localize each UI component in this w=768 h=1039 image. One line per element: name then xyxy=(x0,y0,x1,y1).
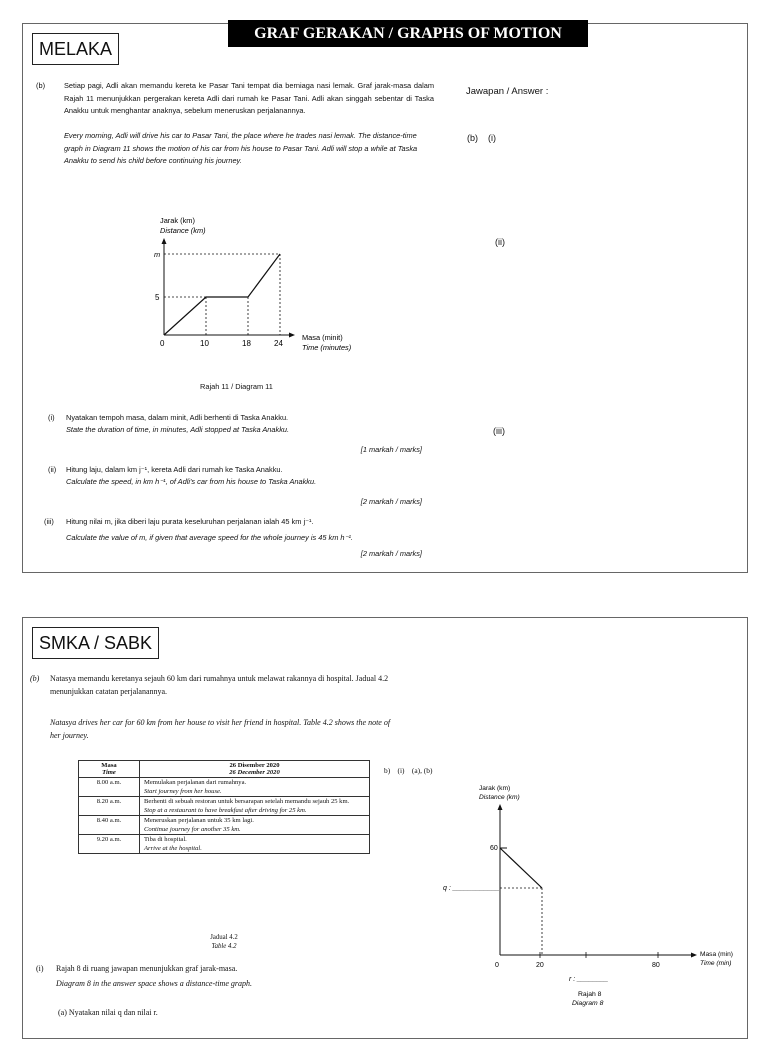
smka-question-i-number: (i) xyxy=(36,964,44,973)
question-i-english: State the duration of time, in minutes, Adli stopped at Taska Anakku. xyxy=(66,425,290,434)
row-note-english: Start journey from her house. xyxy=(144,788,222,795)
smka-part-label: (b) xyxy=(30,674,40,683)
melaka-tag: MELAKA xyxy=(32,33,119,65)
smka-answer-heading: b) (i) (a), (b) xyxy=(384,766,433,775)
smka-tag: SMKA / SABK xyxy=(32,627,159,659)
table-caption-english: Table 4.2 xyxy=(211,943,237,950)
smka-question-i-malay: Rajah 8 di ruang jawapan menunjukkan graf jarak-masa. xyxy=(56,964,238,973)
journey-table-4-2 xyxy=(78,760,370,854)
d8-ylabel-malay: Jarak (km) xyxy=(479,785,511,792)
x-tick-24: 24 xyxy=(274,339,283,348)
row-note xyxy=(140,816,370,835)
row-time: 9.20 a.m. xyxy=(79,835,140,854)
question-ii-english: Calculate the speed, in km h⁻¹, of Adli's car from his house to Taska Anakku. xyxy=(66,477,317,486)
table-header-time xyxy=(79,761,140,778)
row-note-malay: Tiba di hospital. xyxy=(144,836,187,843)
d8-xlabel-english: Time (min) xyxy=(700,960,732,967)
row-note xyxy=(140,835,370,854)
melaka-intro-english: Every morning, Adli will drive his car to Pasar Tani, the place where he trades nasi lemak. The distance-time graph in Diagram 11 shows the motion of his car from his house to Pasar Tani. Adli will stop a while at Taska Anakku to send his child before continuing his journey. xyxy=(64,131,418,165)
header-date-english: 26 December 2020 xyxy=(229,769,280,776)
header-time-english: Time xyxy=(102,769,116,776)
smka-question-a: (a) Nyatakan nilai q dan nilai r. xyxy=(58,1008,158,1017)
smka-intro-malay: Natasya memandu keretanya sejauh 60 km dari rumahnya untuk melawat rakannya di hospital. Jadual 4.2 menunjukkan catatan perjalanannya. xyxy=(50,674,389,696)
y-tick-5: 5 xyxy=(155,293,160,302)
row-time: 8.20 a.m. xyxy=(79,797,140,816)
table-row xyxy=(79,778,370,797)
table-row xyxy=(79,816,370,835)
distance-time-graph-diagram-8 xyxy=(436,780,746,1012)
table-row xyxy=(79,797,370,816)
d8-xlabel-malay: Masa (min) xyxy=(700,951,733,958)
melaka-intro-malay: Setiap pagi, Adli akan memandu kereta ke Pasar Tani tempat dia berniaga nasi lemak. Graf jarak-masa dalam Rajah 11 menunjukkan pergerakan kereta Adli dari rumah ke Pasar Tani. Adli akan singgah sebentar di Taska Anakku untuk menghantar anaknya, sebelum meneruskan perjalanannya. xyxy=(64,81,434,115)
row-time: 8.40 a.m. xyxy=(79,816,140,835)
table-row xyxy=(79,835,370,854)
question-iii-number: (iii) xyxy=(44,517,54,526)
x-tick-18: 18 xyxy=(242,339,251,348)
row-note xyxy=(140,778,370,797)
answer-iii-label: (iii) xyxy=(493,426,505,436)
d8-x-axis-arrowhead-icon xyxy=(691,953,697,958)
d8-x-tick-0: 0 xyxy=(495,962,499,969)
table-caption-malay: Jadual 4.2 xyxy=(210,934,238,941)
d8-caption-malay: Rajah 8 xyxy=(578,991,602,998)
question-iii-marks: [2 markah / marks] xyxy=(360,549,422,558)
header-date-malay: 26 Disember 2020 xyxy=(229,762,280,769)
d8-y-axis-arrowhead-icon xyxy=(498,804,503,810)
question-i-malay: Nyatakan tempoh masa, dalam minit, Adli berhenti di Taska Anakku. xyxy=(66,413,289,422)
distance-time-graph-diagram-11 xyxy=(140,210,390,360)
smka-question-i-english: Diagram 8 in the answer space shows a distance-time graph. xyxy=(56,979,252,988)
answer-heading: Jawapan / Answer : xyxy=(466,86,549,97)
smka-intro-english: Natasya drives her car for 60 km from her house to visit her friend in hospital. Table 4.2 shows the note of her journey. xyxy=(50,718,391,740)
table-header-date xyxy=(140,761,370,778)
row-note-malay: Meneruskan perjalanan untuk 35 km lagi. xyxy=(144,817,254,824)
question-iii-malay: Hitung nilai m, jika diberi laju purata keseluruhan perjalanan ialah 45 km j⁻¹. xyxy=(66,517,314,526)
d8-motion-line xyxy=(500,848,542,888)
table-header-row xyxy=(79,761,370,778)
question-ii-number: (ii) xyxy=(48,465,57,474)
graph-ylabel-english: Distance (km) xyxy=(160,226,206,235)
graph-xlabel-english: Time (minutes) xyxy=(302,343,352,352)
header-time-malay: Masa xyxy=(101,762,117,769)
y-axis-arrowhead-icon xyxy=(162,238,167,244)
graph-xlabel-malay: Masa (minit) xyxy=(302,333,343,342)
graph-ylabel-malay: Jarak (km) xyxy=(160,216,195,225)
answer-b-i-label: (b) (i) xyxy=(467,133,496,143)
x-tick-0: 0 xyxy=(160,339,165,348)
question-i-marks: [1 markah / marks] xyxy=(360,445,422,454)
row-note-english: Continue journey for another 35 km. xyxy=(144,826,241,833)
row-time: 8.00 a.m. xyxy=(79,778,140,797)
d8-r-blank: r : ________ xyxy=(569,976,609,983)
x-axis-arrowhead-icon xyxy=(289,333,295,338)
melaka-part-label: (b) xyxy=(36,81,46,90)
y-tick-m: m xyxy=(154,250,161,259)
question-iii-english: Calculate the value of m, if given that average speed for the whole journey is 45 km h⁻¹. xyxy=(66,533,353,542)
row-note xyxy=(140,797,370,816)
d8-y-tick-60: 60 xyxy=(490,845,498,852)
diagram-11-caption: Rajah 11 / Diagram 11 xyxy=(200,382,273,391)
question-ii-marks: [2 markah / marks] xyxy=(360,497,422,506)
d8-caption-english: Diagram 8 xyxy=(572,1000,604,1007)
x-tick-10: 10 xyxy=(200,339,209,348)
d8-q-blank: q : ____________ xyxy=(443,885,500,892)
page-banner-title: GRAF GERAKAN / GRAPHS OF MOTION xyxy=(228,20,588,47)
answer-ii-label: (ii) xyxy=(495,237,505,247)
row-note-english: Stop at a restaurant to have breakfast after driving for 25 km. xyxy=(144,807,307,814)
d8-x-tick-20: 20 xyxy=(536,962,544,969)
question-i-number: (i) xyxy=(48,413,55,422)
motion-line xyxy=(164,254,280,335)
row-note-english: Arrive at the hospital. xyxy=(144,845,202,852)
question-ii-malay: Hitung laju, dalam km j⁻¹, kereta Adli dari rumah ke Taska Anakku. xyxy=(66,465,283,474)
row-note-malay: Memulakan perjalanan dari rumahnya. xyxy=(144,779,247,786)
d8-ylabel-english: Distance (km) xyxy=(479,794,520,801)
row-note-malay: Berhenti di sebuah restoran untuk bersarapan setelah memandu sejauh 25 km. xyxy=(144,798,350,805)
d8-x-tick-80: 80 xyxy=(652,962,660,969)
